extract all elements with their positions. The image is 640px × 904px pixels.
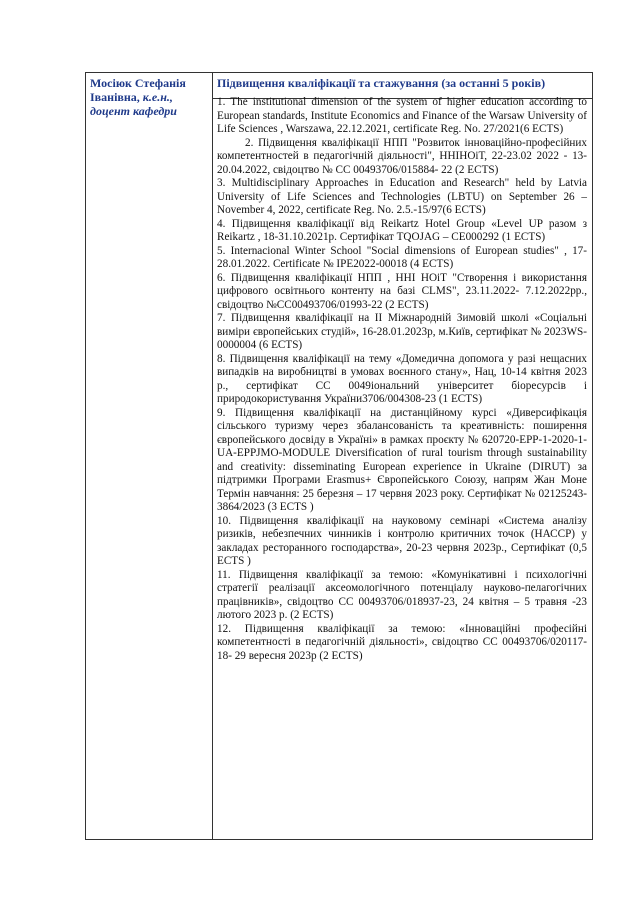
person-name: Мосіюк Стефанія Іванівна,: [90, 76, 186, 104]
person-role: доцент кафедри: [90, 104, 177, 118]
list-item: 11. Підвищення кваліфікації за темою: «Комунікативні і психологічні стратегії реалізації аксеомологічного потенціалу науково-пелагогічних працівників», свідоцтво СС 00493706/018937-23, 24 квітня – 5 травня -23 лютого 2023 р. (2 ECTS): [217, 568, 587, 621]
list-item: 4. Підвищення кваліфікації від Reikartz Hotel Group «Level UP разом з Reikartz , 18-31.10.2021р. Сертифікат TQOJAG – CE000292 (1 ECTS): [217, 217, 587, 243]
person-cell: [90, 76, 208, 118]
qualification-list: [217, 96, 587, 663]
column-divider: [212, 73, 213, 839]
list-item: 9. Підвищення кваліфікації на дистанційному курсі «Диверсифікація сільського туризму через збалансованість та креативність: поширення європейського досвіду в Україні» в рамках проєкту № 620720-EPP-1-2020-1-UA-EPPJMO-MODULE Diversification of rural tourism through sustainability and creativity: disseminating European experience in Ukraine (DIRUT) за підтримки Програми Erasmus+ Європейського Союзу, напрям Жан Моне Термін навчання: 25 березня – 17 червня 2023 року. Сертифікат № 02125243-3864/2023 (3 ECTS ): [217, 406, 587, 513]
list-item: 12. Підвищення кваліфікації за темою: «Інноваційні професійні компетентності в педагогічній діяльності», свідоцтво СС 00493706/020117-18- 29 вересня 2023р (2 ECTS): [217, 622, 587, 662]
list-item: 3. Multidisciplinary Approaches in Education and Research" held by Latvia University of Life Sciences and Technologies (LBTU) on September 26 – November 4, 2022, certificate Reg. No. 2.5.-15/97(6 ECTS): [217, 177, 587, 216]
qualification-cell: [217, 76, 587, 663]
section-title: Підвищення кваліфікації та стажування (за останні 5 років): [217, 76, 546, 90]
list-item: 6. Підвищення кваліфікації НПП , ННІ НОіТ "Створення і використання цифрового освітнього контенту на базі CLMS", 23.11.2022- 7.12.2022рр., свідоцтво №СС00493706/01993-22 (2 ECTS): [217, 271, 587, 311]
qualification-table: [85, 72, 593, 840]
list-item: 2. Підвищення кваліфікації НПП "Розвиток інноваційно-професійних компетентностей в педагогічній діяльності", ННІНОіТ, 22-23.02 2022 - 13-20.04.2022, свідоцтво № СС 00493706/015884- 22 (2 ECTS): [217, 136, 587, 176]
list-item: 7. Підвищення кваліфікації на ІІ Міжнародній Зимовій школі «Соціальні виміри європейських студій», 16-28.01.2023р, м.Київ, сертифікат № 2023WS-0000004 (6 ECTS): [217, 312, 587, 351]
person-degree: к.е.н.,: [142, 90, 173, 104]
list-item: 1. The institutional dimension of the system of higher education according to European standards, Institute Economics and Finance of the Warsaw University of Life Sciences , Warszawa, 22.12.2021, certificate Reg. No. 27/2021(6 ECTS): [217, 96, 587, 135]
list-item: 8. Підвищення кваліфікації на тему «Домедична допомога у разі нещасних випадків на виробництві в умовах воєнного стану», Нац, 10-14 квітня 2023 р., сертифікат СС 0049іональний університет біоресурсів і природокористування України3706/004308-23 (1 ECTS): [217, 352, 587, 405]
list-item: 5. Internacional Winter School "Social dimensions of European studies" , 17-28.01.2022. Certificate № IPE2022-00018 (4 ECTS): [217, 244, 587, 270]
list-item: 10. Підвищення кваліфікації на науковому семінарі «Система аналізу ризиків, небезпечних чинників і контролю критичних точок (НАССР) у закладах ресторанного господарства», 20-23 червня 2023р., Сертифікат (0,5 ECTS ): [217, 514, 587, 567]
